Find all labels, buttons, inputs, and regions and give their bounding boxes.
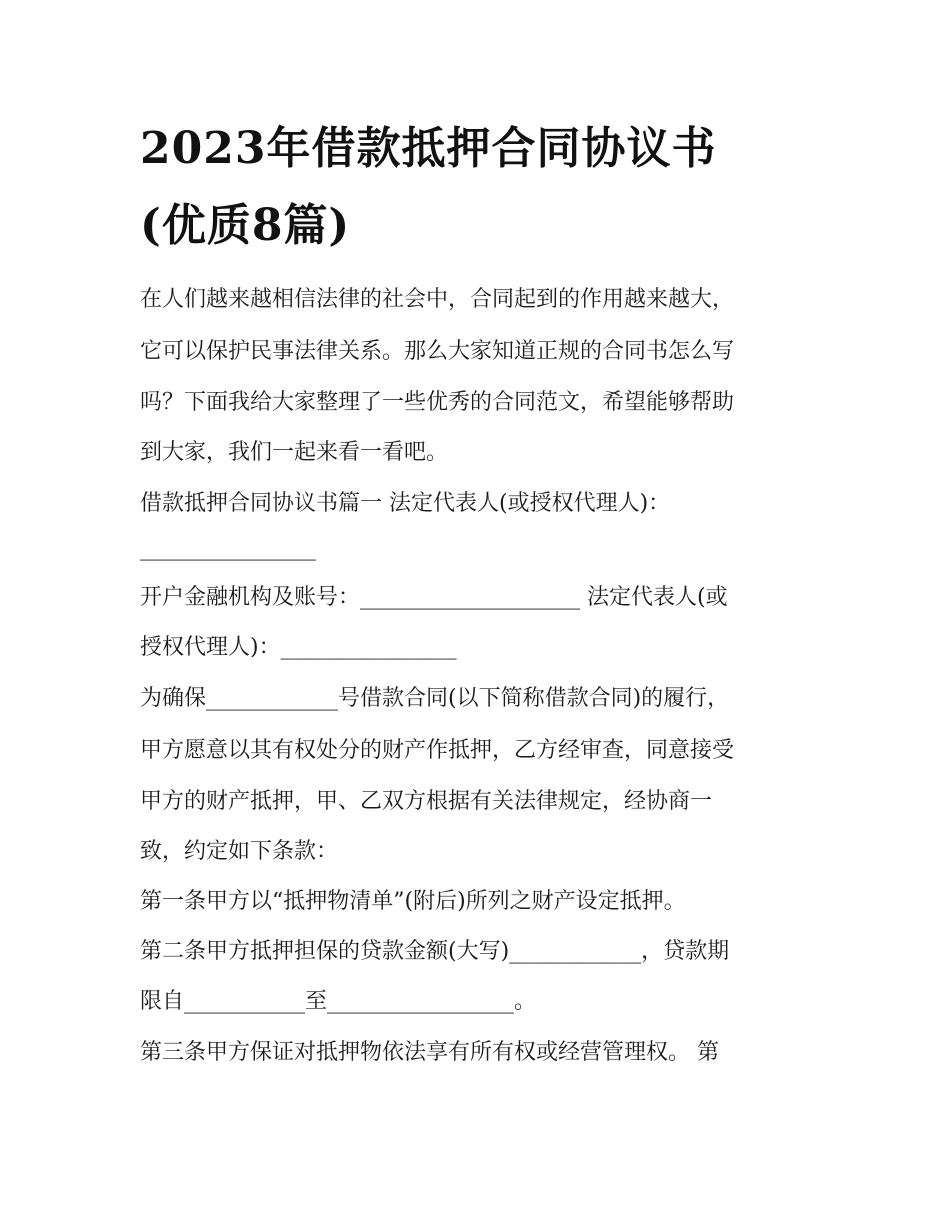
document-title-line-2: (优质8篇)	[140, 200, 351, 251]
body-text-line: 甲方的财产抵押，甲、乙双方根据有关法律规定，经协商一	[140, 789, 713, 814]
body-text-line: 甲方愿意以其有权处分的财产作抵押，乙方经审查，同意接受	[140, 738, 735, 763]
body-text-line: 到大家，我们一起来看一看吧。	[140, 440, 449, 465]
body-text-line: 致，约定如下条款：	[140, 839, 339, 864]
body-text-line: 开户金融机构及账号：____________________ 法定代表人(或	[140, 585, 728, 610]
body-text-line: 限自___________至_________________。	[140, 989, 537, 1014]
body-text-line: 吗？下面我给大家整理了一些优秀的合同范文，希望能够帮助	[140, 390, 735, 415]
body-text-line: 为确保____________号借款合同(以下简称借款合同)的履行，	[140, 686, 730, 711]
body-text-line: 授权代理人)：________________	[140, 635, 457, 660]
document-title-line-1: 2023年借款抵押合同协议书	[140, 123, 717, 174]
body-text-line: 第二条甲方抵押担保的贷款金额(大写)____________，贷款期	[140, 939, 730, 964]
body-text-line: 第三条甲方保证对抵押物依法享有所有权或经营管理权。 第	[140, 1040, 719, 1065]
body-text-line: 第一条甲方以“抵押物清单”(附后)所列之财产设定抵押。	[140, 889, 686, 914]
body-text-line: 它可以保护民事法律关系。那么大家知道正规的合同书怎么写	[140, 339, 735, 364]
blank-fill-line: ________________	[140, 536, 316, 561]
body-text-line: 借款抵押合同协议书篇一 法定代表人(或授权代理人)：	[140, 491, 671, 516]
body-text-line: 在人们越来越相信法律的社会中，合同起到的作用越来越大，	[140, 287, 735, 312]
